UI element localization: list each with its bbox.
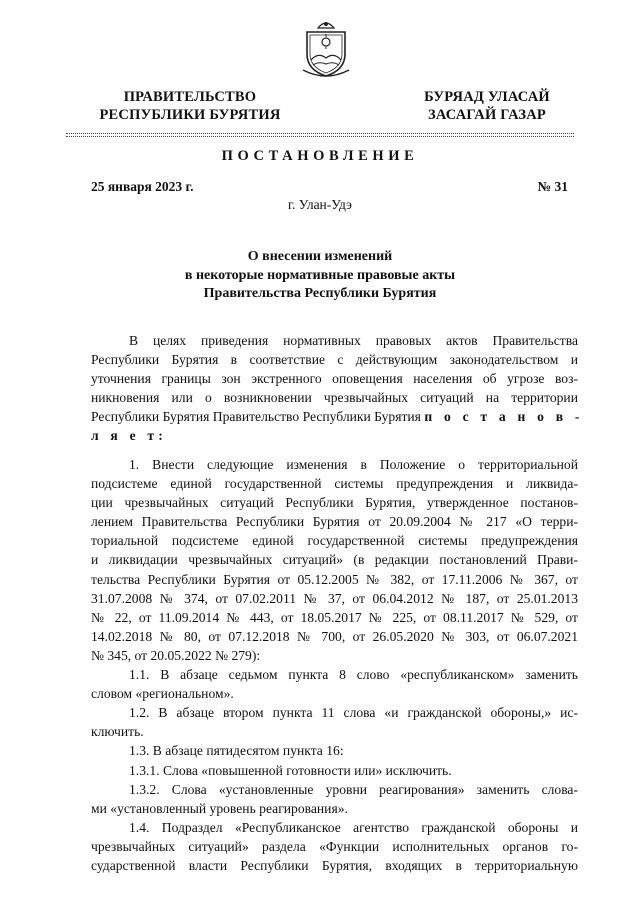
- main-line: чрезвычайных ситуаций» раздела «Функции исполнительных органов го-: [91, 838, 578, 854]
- title-line-2: в некоторые нормативные правовые акты: [184, 267, 456, 283]
- intro-line-3: уточнения границы зон экстренного оповещения населения об угрозе воз-: [91, 371, 578, 387]
- resolves-spaced-part-2: л я е т:: [91, 428, 168, 444]
- org-left-line-2: РЕСПУБЛИКИ БУРЯТИЯ: [99, 107, 281, 123]
- intro-line-6: [91, 426, 578, 445]
- intro-line-4: никновения или о возникновении чрезвычайных ситуаций на территории: [91, 390, 578, 406]
- main-line: 31.07.2008 № 374, от 07.02.2011 № 37, от 06.04.2012 № 187, от 25.01.2013: [91, 590, 578, 606]
- main-line: 1. Внести следующие изменения в Положение о территориальной: [129, 457, 578, 472]
- main-line: словом «региональном».: [91, 686, 234, 702]
- main-line: ториальной подсистеме единой государственной системы предупреждения: [91, 533, 578, 549]
- preamble-paragraph: [91, 331, 584, 446]
- main-line: № 345, от 20.05.2022 № 279):: [91, 647, 261, 663]
- main-line: 1.3. В абзаце пятидесятом пункта 16:: [129, 743, 344, 759]
- document-title: [0, 248, 640, 304]
- main-line: тельства Республики Бурятия от 05.12.2005 № 382, от 17.11.2006 № 367, от: [91, 571, 578, 587]
- main-text: [91, 455, 578, 875]
- main-line: ции чрезвычайных ситуаций Республики Бурятия, утвержденное постанов-: [91, 495, 578, 511]
- main-line: 1.2. В абзаце втором пункта 11 слова «и гражданской обороны,» ис-: [129, 705, 578, 721]
- intro-line-2: Республики Бурятия в соответствие с действующим законодательством и: [91, 352, 578, 368]
- document-date: 25 января 2023 г.: [91, 179, 194, 194]
- main-line: и ликвидации чрезвычайных ситуаций» (в редакции постановлений Прави-: [91, 552, 578, 568]
- org-right-line-2: ЗАСАГАЙ ГАЗАР: [428, 107, 546, 123]
- main-line: подсистеме единой государственной системы предупреждения и ликвида-: [91, 476, 578, 492]
- coat-of-arms-emblem: [301, 18, 351, 80]
- document-number: № 31: [537, 179, 568, 194]
- main-line: 14.02.2018 № 80, от 07.12.2018 № 700, от 26.05.2020 № 303, от 06.07.2021: [91, 628, 578, 644]
- org-name-buryat: [382, 88, 592, 124]
- org-left-line-1: ПРАВИТЕЛЬСТВО: [123, 89, 257, 105]
- org-right-line-1: БУРЯАД УЛАСАЙ: [424, 89, 550, 105]
- main-line: № 22, от 11.09.2014 № 443, от 18.05.2017 № 225, от 08.11.2017 № 529, от: [91, 609, 578, 625]
- main-line: лением Правительства Республики Бурятия от 20.09.2004 № 217 «О терри-: [91, 514, 578, 530]
- intro-line-1: В целях приведения нормативных правовых актов Правительства: [129, 333, 578, 348]
- header-divider-line-2: [66, 136, 574, 137]
- main-line: сударственной власти Республики Бурятия, входящих в территориальную: [91, 857, 578, 873]
- main-line: 1.1. В абзаце седьмом пункта 8 слово «республиканском» заменить: [129, 667, 578, 683]
- title-line-1: О внесении изменений: [247, 249, 393, 264]
- main-line: 1.4. Подраздел «Республиканское агентство гражданской обороны и: [129, 819, 578, 835]
- intro-line-5: [91, 407, 584, 426]
- main-line: ключить.: [91, 724, 144, 740]
- main-line: 1.3.2. Слова «установленные уровни реагирования» заменить слова-: [129, 781, 578, 797]
- resolves-spaced-part-1: п о с т а н о в -: [424, 409, 584, 425]
- title-line-3: Правительства Республики Бурятия: [203, 286, 437, 301]
- document-city: г. Улан-Удэ: [288, 197, 352, 212]
- main-line: 1.3.1. Слова «повышенной готовности или» исключить.: [129, 762, 452, 778]
- intro-line-5-text: Республики Бурятия Правительство Республики Бурятия: [91, 409, 425, 425]
- header-divider-line: [66, 133, 574, 134]
- org-name-russian: [80, 88, 300, 124]
- document-type: ПОСТАНОВЛЕНИЕ: [221, 148, 419, 164]
- main-line: ми «установленный уровень реагирования».: [91, 800, 348, 816]
